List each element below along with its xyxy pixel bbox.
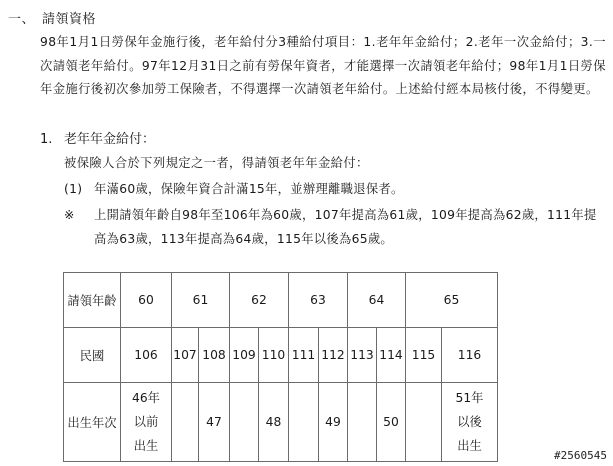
birth-cell: 48 xyxy=(259,383,289,462)
watermark-id: #2560545 xyxy=(554,449,607,462)
birth-cell: 51年 以後 出生 xyxy=(442,383,498,462)
row-label-year: 民國 xyxy=(64,328,121,383)
table-row xyxy=(64,328,498,383)
year-cell: 109 xyxy=(230,328,259,383)
item-1-heading xyxy=(40,128,155,147)
birth-cell-empty xyxy=(406,383,442,462)
year-cell: 107 xyxy=(172,328,199,383)
age-cell: 63 xyxy=(289,273,348,328)
condition-1 xyxy=(64,179,404,197)
year-cell: 108 xyxy=(199,328,230,383)
item-1-number: 1. xyxy=(40,132,53,147)
intro-paragraph: 98年1月1日勞保年金施行後，老年給付分3種給付項目：1.老年年金給付；2.老年一次金給付；3.一次請領老年給付。97年12月31日之前有勞保年資者，才能選擇一次請領老年給付；98年1月1日勞保年金施行後初次參加勞工保險者，不得選擇一次請領老年給付。上述給付經本局核付後，不得變更。 xyxy=(40,35,606,96)
note-text: 上開請領年齡自98年至106年為60歲，107年提高為61歲，109年提高為62歲，111年提高為63歲，113年提高為64歲，115年以後為65歲。 xyxy=(94,208,597,246)
age-cell: 62 xyxy=(230,273,289,328)
row-label-birth: 出生年次 xyxy=(64,383,121,462)
condition-1-text: 年滿60歲，保險年資合計滿15年，並辦理離職退保者。 xyxy=(94,182,404,196)
year-cell: 106 xyxy=(121,328,172,383)
birth-cell: 46年 以前 出生 xyxy=(121,383,172,462)
year-cell: 110 xyxy=(259,328,289,383)
birth-cell: 49 xyxy=(319,383,348,462)
section-number: 一、 xyxy=(8,12,36,27)
age-cell: 65 xyxy=(406,273,498,328)
item-1-intro: 被保險人合於下列規定之一者，得請領老年年金給付： xyxy=(64,156,369,170)
year-cell: 112 xyxy=(319,328,348,383)
birth-cell-empty xyxy=(289,383,319,462)
section-heading xyxy=(8,8,96,27)
note-mark: ※ xyxy=(64,208,75,222)
year-cell: 113 xyxy=(348,328,377,383)
birth-cell: 47 xyxy=(199,383,230,462)
item-1-title: 老年年金給付： xyxy=(64,132,156,147)
age-cell: 61 xyxy=(172,273,230,328)
condition-1-number: (1) xyxy=(64,182,83,196)
birth-cell: 50 xyxy=(377,383,406,462)
table-row xyxy=(64,273,498,328)
year-cell: 116 xyxy=(442,328,498,383)
year-cell: 114 xyxy=(377,328,406,383)
age-cell: 60 xyxy=(121,273,172,328)
year-cell: 111 xyxy=(289,328,319,383)
birth-cell-empty xyxy=(172,383,199,462)
table-row xyxy=(64,383,498,462)
age-cell: 64 xyxy=(348,273,406,328)
birth-cell-empty xyxy=(348,383,377,462)
birth-cell-empty xyxy=(230,383,259,462)
retirement-age-table xyxy=(63,272,498,462)
row-label-age: 請領年齡 xyxy=(64,273,121,328)
section-title: 請領資格 xyxy=(42,12,97,27)
year-cell: 115 xyxy=(406,328,442,383)
age-note xyxy=(64,203,609,251)
